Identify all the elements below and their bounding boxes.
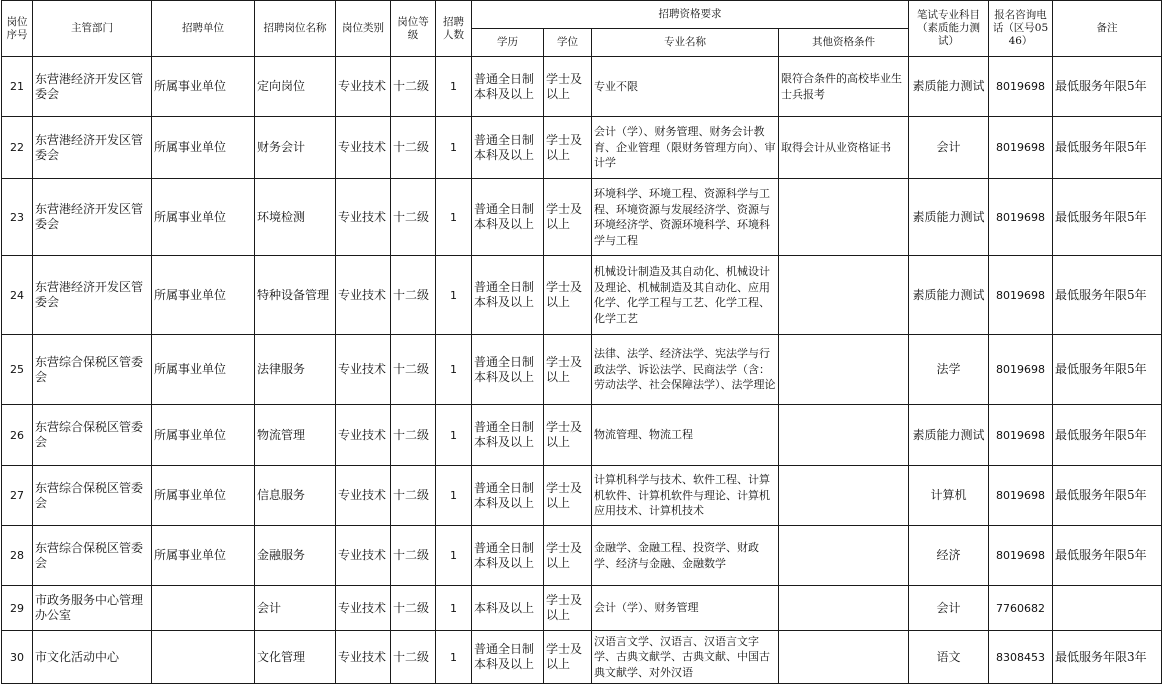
cell-category: 专业技术 (336, 526, 391, 586)
cell-major: 计算机科学与技术、软件工程、计算机软件、计算机软件与理论、计算机应用技术、计算机技术 (592, 466, 779, 526)
cell-exam: 会计 (909, 117, 989, 179)
cell-phone: 8019698 (989, 405, 1053, 466)
cell-seq: 22 (2, 117, 33, 179)
cell-remark: 最低服务年限5年 (1053, 405, 1162, 466)
table-row (2, 526, 1162, 586)
cell-education: 普通全日制本科及以上 (472, 631, 544, 684)
cell-exam: 素质能力测试 (909, 256, 989, 335)
cell-unit: 所属事业单位 (152, 405, 255, 466)
cell-category: 专业技术 (336, 57, 391, 117)
cell-level: 十二级 (391, 526, 436, 586)
cell-education: 普通全日制本科及以上 (472, 179, 544, 256)
cell-education: 普通全日制本科及以上 (472, 117, 544, 179)
header-unit: 招聘单位 (152, 1, 255, 57)
cell-major: 会计（学）、财务管理、财务会计教育、企业管理（限财务管理方向）、审计学 (592, 117, 779, 179)
cell-remark: 最低服务年限5年 (1053, 57, 1162, 117)
cell-level: 十二级 (391, 466, 436, 526)
header-degree: 学位 (544, 29, 592, 57)
cell-degree: 学士及以上 (544, 631, 592, 684)
cell-phone: 8019698 (989, 526, 1053, 586)
cell-education: 普通全日制本科及以上 (472, 526, 544, 586)
cell-remark: 最低服务年限5年 (1053, 179, 1162, 256)
cell-level: 十二级 (391, 256, 436, 335)
cell-degree: 学士及以上 (544, 117, 592, 179)
cell-post: 会计 (255, 586, 336, 631)
cell-dept: 市文化活动中心 (33, 631, 152, 684)
cell-phone: 8019698 (989, 57, 1053, 117)
cell-post: 信息服务 (255, 466, 336, 526)
cell-remark: 最低服务年限5年 (1053, 526, 1162, 586)
cell-major: 环境科学、环境工程、资源科学与工程、环境资源与发展经济学、资源与环境经济学、资源环境科学、环境科学与工程 (592, 179, 779, 256)
cell-category: 专业技术 (336, 631, 391, 684)
cell-post: 环境检测 (255, 179, 336, 256)
cell-phone: 8019698 (989, 466, 1053, 526)
cell-seq: 30 (2, 631, 33, 684)
cell-major: 机械设计制造及其自动化、机械设计及理论、机械制造及其自动化、应用化学、化学工程与工艺、化学工程、化学工艺 (592, 256, 779, 335)
cell-post: 财务会计 (255, 117, 336, 179)
table-row (2, 117, 1162, 179)
cell-major: 法律、法学、经济法学、宪法学与行政法学、诉讼法学、民商法学（含：劳动法学、社会保障法学）、法学理论 (592, 335, 779, 405)
cell-other (779, 256, 909, 335)
cell-other (779, 526, 909, 586)
cell-count: 1 (436, 466, 472, 526)
header-exam: 笔试专业科目（素质能力测试） (909, 1, 989, 57)
cell-dept: 东营综合保税区管委会 (33, 335, 152, 405)
cell-other (779, 179, 909, 256)
cell-post: 特种设备管理 (255, 256, 336, 335)
cell-level: 十二级 (391, 405, 436, 466)
cell-post: 法律服务 (255, 335, 336, 405)
cell-unit: 所属事业单位 (152, 335, 255, 405)
cell-remark: 最低服务年限5年 (1053, 335, 1162, 405)
cell-degree: 学士及以上 (544, 526, 592, 586)
cell-exam: 素质能力测试 (909, 405, 989, 466)
cell-count: 1 (436, 117, 472, 179)
cell-seq: 25 (2, 335, 33, 405)
cell-education: 普通全日制本科及以上 (472, 57, 544, 117)
cell-exam: 语文 (909, 631, 989, 684)
table-row (2, 179, 1162, 256)
cell-degree: 学士及以上 (544, 57, 592, 117)
cell-level: 十二级 (391, 631, 436, 684)
cell-education: 普通全日制本科及以上 (472, 256, 544, 335)
cell-seq: 27 (2, 466, 33, 526)
header-seq: 岗位序号 (2, 1, 33, 57)
header-dept: 主管部门 (33, 1, 152, 57)
cell-seq: 23 (2, 179, 33, 256)
cell-education: 普通全日制本科及以上 (472, 405, 544, 466)
cell-dept: 东营港经济开发区管委会 (33, 57, 152, 117)
cell-count: 1 (436, 179, 472, 256)
table-row (2, 256, 1162, 335)
cell-level: 十二级 (391, 335, 436, 405)
table-row (2, 586, 1162, 631)
header-level: 岗位等级 (391, 1, 436, 57)
cell-seq: 29 (2, 586, 33, 631)
cell-remark (1053, 586, 1162, 631)
cell-education: 本科及以上 (472, 586, 544, 631)
cell-degree: 学士及以上 (544, 586, 592, 631)
cell-major: 会计（学）、财务管理 (592, 586, 779, 631)
cell-count: 1 (436, 335, 472, 405)
cell-major: 物流管理、物流工程 (592, 405, 779, 466)
cell-category: 专业技术 (336, 256, 391, 335)
header-remark: 备注 (1053, 1, 1162, 57)
cell-category: 专业技术 (336, 117, 391, 179)
cell-education: 普通全日制本科及以上 (472, 466, 544, 526)
cell-dept: 东营港经济开发区管委会 (33, 179, 152, 256)
cell-unit: 所属事业单位 (152, 117, 255, 179)
cell-other (779, 586, 909, 631)
cell-other: 限符合条件的高校毕业生士兵报考 (779, 57, 909, 117)
cell-unit: 所属事业单位 (152, 526, 255, 586)
cell-other (779, 466, 909, 526)
cell-unit: 所属事业单位 (152, 256, 255, 335)
cell-post: 物流管理 (255, 405, 336, 466)
cell-unit (152, 586, 255, 631)
cell-exam: 经济 (909, 526, 989, 586)
cell-count: 1 (436, 526, 472, 586)
header-phone: 报名咨询电话（区号0546） (989, 1, 1053, 57)
cell-count: 1 (436, 586, 472, 631)
cell-phone: 8019698 (989, 256, 1053, 335)
cell-phone: 8308453 (989, 631, 1053, 684)
cell-dept: 东营综合保税区管委会 (33, 466, 152, 526)
cell-exam: 法学 (909, 335, 989, 405)
cell-count: 1 (436, 405, 472, 466)
cell-seq: 26 (2, 405, 33, 466)
cell-level: 十二级 (391, 179, 436, 256)
cell-major: 专业不限 (592, 57, 779, 117)
cell-seq: 24 (2, 256, 33, 335)
cell-remark: 最低服务年限5年 (1053, 117, 1162, 179)
cell-remark: 最低服务年限5年 (1053, 466, 1162, 526)
cell-other: 取得会计从业资格证书 (779, 117, 909, 179)
table-row (2, 405, 1162, 466)
cell-seq: 21 (2, 57, 33, 117)
cell-remark: 最低服务年限3年 (1053, 631, 1162, 684)
header-category: 岗位类别 (336, 1, 391, 57)
cell-unit: 所属事业单位 (152, 466, 255, 526)
cell-dept: 市政务服务中心管理办公室 (33, 586, 152, 631)
cell-major: 汉语言文学、汉语言、汉语言文字学、古典文献学、古典文献、中国古典文献学、对外汉语 (592, 631, 779, 684)
cell-phone: 8019698 (989, 335, 1053, 405)
cell-count: 1 (436, 631, 472, 684)
cell-category: 专业技术 (336, 586, 391, 631)
cell-unit: 所属事业单位 (152, 57, 255, 117)
cell-level: 十二级 (391, 117, 436, 179)
table-row (2, 631, 1162, 684)
cell-category: 专业技术 (336, 405, 391, 466)
cell-unit (152, 631, 255, 684)
header-post-name: 招聘岗位名称 (255, 1, 336, 57)
cell-other (779, 405, 909, 466)
cell-category: 专业技术 (336, 179, 391, 256)
cell-dept: 东营港经济开发区管委会 (33, 256, 152, 335)
cell-seq: 28 (2, 526, 33, 586)
cell-phone: 8019698 (989, 179, 1053, 256)
table-row (2, 57, 1162, 117)
table-row (2, 335, 1162, 405)
cell-dept: 东营综合保税区管委会 (33, 405, 152, 466)
recruitment-table (1, 0, 1162, 684)
cell-phone: 7760682 (989, 586, 1053, 631)
cell-post: 定向岗位 (255, 57, 336, 117)
cell-degree: 学士及以上 (544, 256, 592, 335)
cell-remark: 最低服务年限5年 (1053, 256, 1162, 335)
cell-phone: 8019698 (989, 117, 1053, 179)
header-major: 专业名称 (592, 29, 779, 57)
cell-other (779, 631, 909, 684)
cell-count: 1 (436, 256, 472, 335)
cell-level: 十二级 (391, 57, 436, 117)
cell-unit: 所属事业单位 (152, 179, 255, 256)
cell-other (779, 335, 909, 405)
header-count: 招聘人数 (436, 1, 472, 57)
cell-exam: 素质能力测试 (909, 57, 989, 117)
cell-exam: 计算机 (909, 466, 989, 526)
cell-dept: 东营综合保税区管委会 (33, 526, 152, 586)
cell-post: 文化管理 (255, 631, 336, 684)
header-requirements: 招聘资格要求 (472, 1, 909, 29)
cell-exam: 会计 (909, 586, 989, 631)
cell-degree: 学士及以上 (544, 335, 592, 405)
cell-exam: 素质能力测试 (909, 179, 989, 256)
table-row (2, 466, 1162, 526)
cell-post: 金融服务 (255, 526, 336, 586)
header-education: 学历 (472, 29, 544, 57)
cell-major: 金融学、金融工程、投资学、财政学、经济与金融、金融数学 (592, 526, 779, 586)
cell-dept: 东营港经济开发区管委会 (33, 117, 152, 179)
cell-category: 专业技术 (336, 335, 391, 405)
header-other: 其他资格条件 (779, 29, 909, 57)
cell-count: 1 (436, 57, 472, 117)
cell-degree: 学士及以上 (544, 179, 592, 256)
cell-education: 普通全日制本科及以上 (472, 335, 544, 405)
cell-level: 十二级 (391, 586, 436, 631)
cell-degree: 学士及以上 (544, 405, 592, 466)
cell-category: 专业技术 (336, 466, 391, 526)
cell-degree: 学士及以上 (544, 466, 592, 526)
